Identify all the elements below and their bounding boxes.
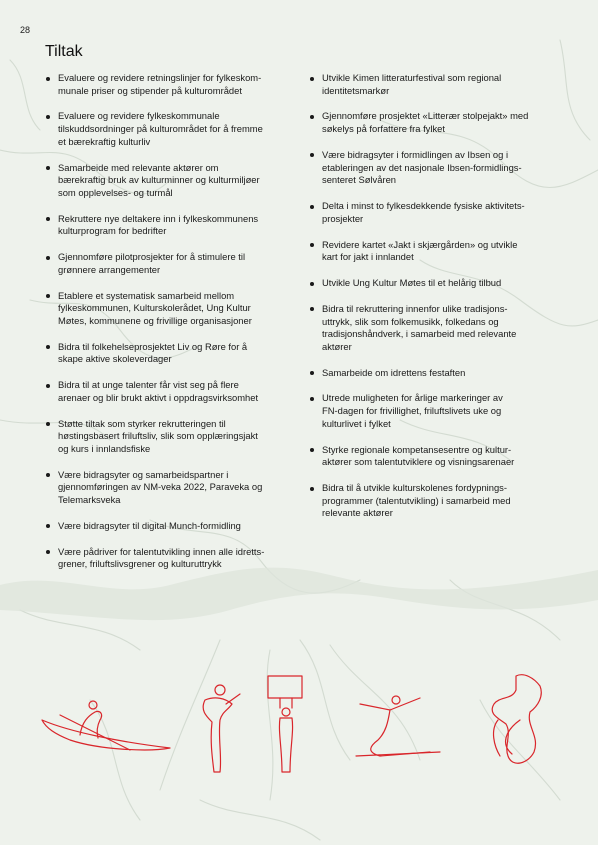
measure-list-item: Delta i minst to fylkesdekkende fysiske aktivitets- prosjekter bbox=[309, 200, 557, 225]
measure-list-item: Bidra til at unge talenter får vist seg på flere arenaer og blir brukt aktivt i oppdragsvirksomhet bbox=[45, 379, 290, 404]
measure-list-item: Støtte tiltak som styrker rekrutteringen til høstingsbasert friluftsliv, slik som opplæringsjakt og kurs i innlandsfiske bbox=[45, 418, 290, 456]
measure-list-item: Gjennomføre pilotprosjekter for å stimulere til grønnere arrangementer bbox=[45, 251, 290, 276]
sign-holder-figure-icon bbox=[268, 676, 302, 772]
kayaker-figure-icon bbox=[42, 701, 170, 750]
measure-list-item: Utrede muligheten for årlige markeringer av FN-dagen for frivillighet, friluftslivets uke og kulturlivet i fylket bbox=[309, 392, 557, 430]
measure-list-item: Være bidragsyter i formidlingen av Ibsen og i etableringen av det nasjonale Ibsen-formidlings- senteret Sølvåren bbox=[309, 149, 557, 187]
measure-list-item: Rekruttere nye deltakere inn i fylkeskommunens kulturprogram for bedrifter bbox=[45, 213, 290, 238]
measure-list-item: Bidra til rekruttering innenfor ulike tradisjons- uttrykk, slik som folkemusikk, folkedans og tradisjonshåndverk, i samarbeid med relevante aktører bbox=[309, 303, 557, 353]
measure-list-item: Samarbeide med relevante aktører om bærekraftig bruk av kulturminner og kulturmiljøer som opplevelses- og turmål bbox=[45, 162, 290, 200]
activity-figures-illustration bbox=[0, 660, 598, 780]
measure-list-item: Revidere kartet «Jakt i skjærgården» og utvikle kart for jakt i innlandet bbox=[309, 239, 557, 264]
violinist-figure-icon bbox=[203, 685, 240, 772]
dancers-figure-icon bbox=[492, 675, 541, 764]
measure-list-item: Utvikle Ung Kultur Møtes til et helårig tilbud bbox=[309, 277, 557, 290]
page-number: 28 bbox=[20, 25, 31, 35]
yoga-figure-icon bbox=[356, 696, 440, 756]
measure-list-item: Bidra til folkehelseprosjektet Liv og Røre for å skape aktive skoleverdager bbox=[45, 341, 290, 366]
page-title: Tiltak bbox=[45, 43, 83, 60]
measure-list-item: Utvikle Kimen litteraturfestival som regional identitetsmarkør bbox=[309, 72, 557, 97]
measures-list-right bbox=[309, 72, 557, 533]
measure-list-item: Etablere et systematisk samarbeid mellom fylkeskommunen, Kulturskolerådet, Ung Kultur Møtes, kommunene og frivillige organisasjoner bbox=[45, 290, 290, 328]
measures-list-left bbox=[45, 72, 290, 584]
measure-list-item: Evaluere og revidere fylkeskommunale tilskuddsordninger på kulturområdet for å fremme et bærekraftig kulturliv bbox=[45, 110, 290, 148]
measure-list-item: Bidra til å utvikle kulturskolenes fordypnings- programmer (talentutvikling) i samarbeid med relevante aktører bbox=[309, 482, 557, 520]
measure-list-item: Være bidragsyter til digital Munch-formidling bbox=[45, 520, 290, 533]
measure-list-item: Gjennomføre prosjektet «Litterær stolpejakt» med søkelys på forfattere fra fylket bbox=[309, 110, 557, 135]
measure-list-item: Evaluere og revidere retningslinjer for fylkeskom- munale priser og stipender på kulturområdet bbox=[45, 72, 290, 97]
measure-list-item: Være bidragsyter og samarbeidspartner i gjennomføringen av NM-veka 2022, Paraveka og Telemarksveka bbox=[45, 469, 290, 507]
measure-list-item: Være pådriver for talentutvikling innen alle idretts- grener, friluftslivsgrener og kulturuttrykk bbox=[45, 546, 290, 571]
measure-list-item: Styrke regionale kompetansesentre og kultur- aktører som talentutviklere og visningsarenaer bbox=[309, 444, 557, 469]
measure-list-item: Samarbeide om idrettens festaften bbox=[309, 367, 557, 380]
